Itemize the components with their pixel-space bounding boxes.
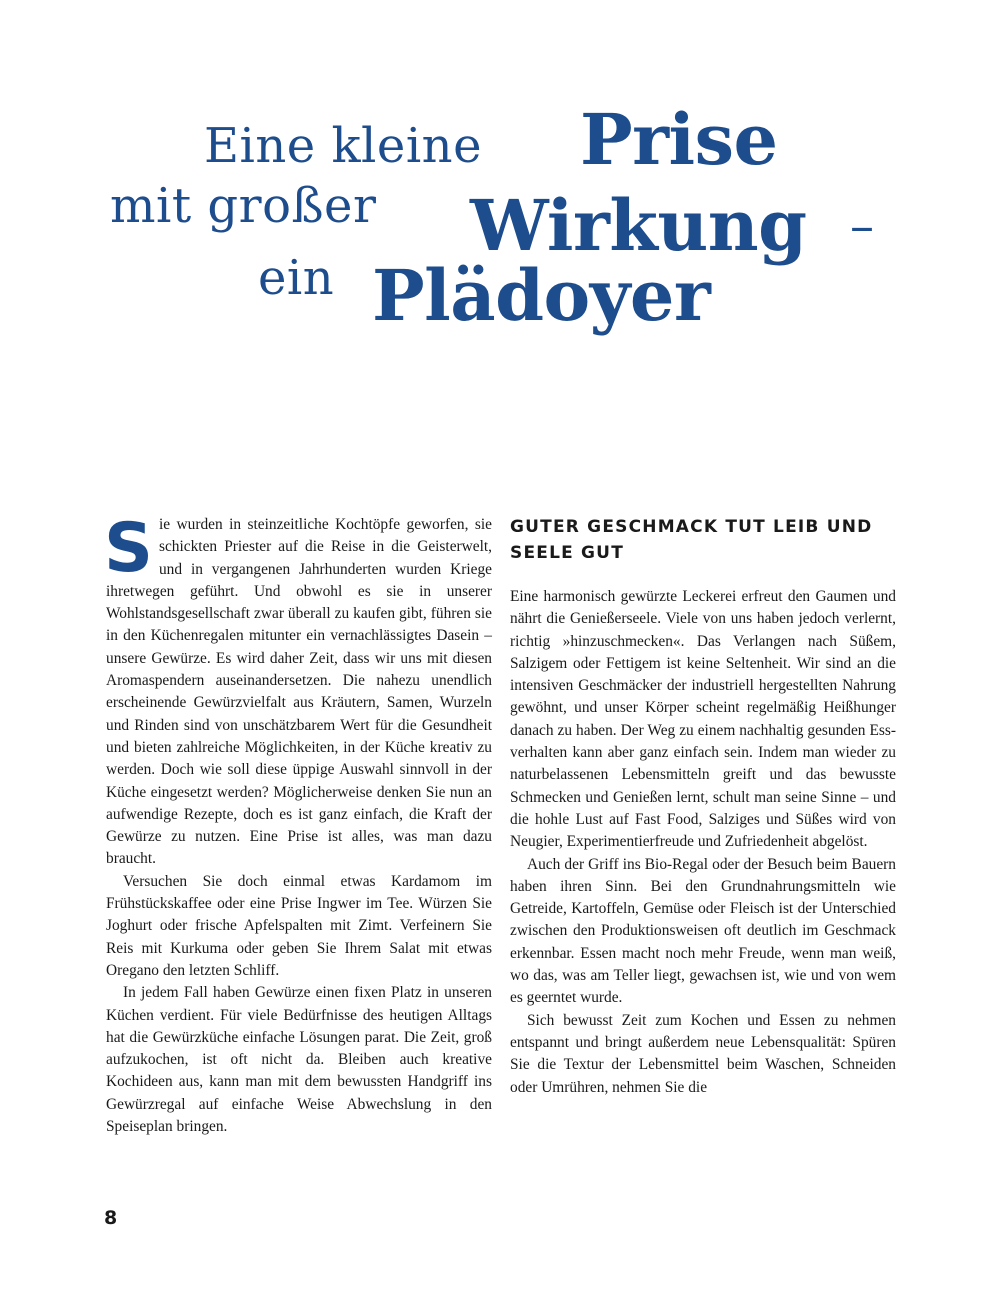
title-line1-light: Eine kleine bbox=[204, 118, 482, 174]
title-line2-dash: – bbox=[850, 198, 875, 254]
paragraph: In jedem Fall haben Gewürze einen fixen Platz in unseren Küchen verdient. Für viele Bedürfnisse des heutigen Alltags hat die Gewürzküche einfache Lösungen parat. Die Zeit, groß aufzukochen, ist oft nicht da. Bleiben auch kreative Kochideen aus, kann man mit dem bewussten Handgriff ins Gewürzregal auf einfache Weise Abwechslung in den Speiseplan bringen. bbox=[106, 984, 492, 1136]
paragraph: Versuchen Sie doch einmal etwas Kardamom im Frühstückskaffee oder eine Prise Ingwer im Tee. Würzen Sie Joghurt oder frische Apfelspalten mit Zimt. Verfeinern Sie Reis mit Kurkuma oder geben Sie Ihrem Salat mit etwas Oregano den letzten Schliff. bbox=[106, 872, 492, 979]
page-number: 8 bbox=[104, 1207, 118, 1229]
paragraph: Eine harmonisch gewürzte Leckerei erfreut den Gaumen und nährt die Genießerseele. Viele von uns haben jedoch verlernt, richtig »hinzuschmecken«. Das Verlangen nach Süßem, Salzigem oder Fettigem ist keine Seltenheit. Wir sind an die intensiven Geschmäcker der industriell hergestellten Nahrung gewöhnt, und unser Körper scheint regelmäßig Heißhunger danach zu haben. Der Weg zu einem nachhaltig gesunden Essverhalten kann aber ganz einfach sein. Indem man wieder zu naturbelassenen Lebensmitteln greift und das bewusste Schmecken und Genießen lernt, schult man seine Sinne – und die hohle Lust auf Fast Food, Salziges und Süßes wird von Neugier, Experimentierfreude und Zufriedenheit abgelöst. bbox=[510, 588, 896, 851]
paragraph bbox=[104, 509, 492, 871]
section-heading: GUTER GESCHMACK TUT LEIB UND SEELE GUT bbox=[510, 517, 873, 563]
title-line2-bold: Wirkung bbox=[470, 184, 807, 267]
drop-cap: S bbox=[104, 509, 153, 588]
paragraph: Auch der Griff ins Bio-Regal oder der Besuch beim Bauern haben ihren Sinn. Bei den Grundnahrungsmitteln wie Getreide, Kartoffeln, Gemüse oder Fleisch ist der Unterschied zwischen den Produktionsweisen oft deutlich im Geschmack erkennbar. Essen macht noch mehr Freude, wenn man weiß, wo das, was am Teller liegt, gewachsen ist, wie und von wem es geerntet wurde. bbox=[510, 855, 896, 1007]
chapter-title bbox=[0, 0, 1000, 340]
left-column bbox=[104, 509, 492, 1138]
title-line3-bold: Plädoyer bbox=[372, 254, 711, 337]
title-line3-light: ein bbox=[258, 250, 335, 306]
title-line2-light: mit großer bbox=[110, 178, 377, 234]
paragraph: Sich bewusst Zeit zum Kochen und Essen zu nehmen entspannt und bringt außerdem neue Lebensqualität: Spüren Sie die Textur der Lebensmittel beim Waschen, Schneiden oder Umrühren, nehmen Sie die bbox=[510, 1011, 896, 1096]
right-column bbox=[510, 514, 896, 1099]
paragraph-text: ie wurden in steinzeitliche Kochtöpfe geworfen, sie schickten Priester auf die Reise in die Geisterwelt, und in vergangenen Jahrhunderten wurden Kriege ihretwegen geführt. Und obwohl es sie in unserer Wohlstandsgesellschaft zwar überall zu kaufen gibt, führen sie in den Küchenregalen mitunter ein vernachlässigtes Dasein – unsere Gewürze. Es wird daher Zeit, dass wir uns mit diesen Aromaspendern auseinandersetzen. Die nahezu unendlich erscheinende Gewürzvielfalt aus Kräutern, Samen, Wurzeln und Rinden sind von unschätzbarem Wert für die Gesundheit und bieten zahlreiche Möglichkeiten, in der Küche kreativ zu werden. Doch wie soll diese üppige Auswahl sinnvoll in der Küche eingesetzt werden? Möglicherweise denken Sie nun an aufwendige Rezepte, doch es ist ganz einfach, die Kraft der Gewürze zu nutzen. Eine Prise ist alles, was man dazu braucht. bbox=[106, 516, 492, 868]
title-line1-bold: Prise bbox=[580, 98, 778, 181]
